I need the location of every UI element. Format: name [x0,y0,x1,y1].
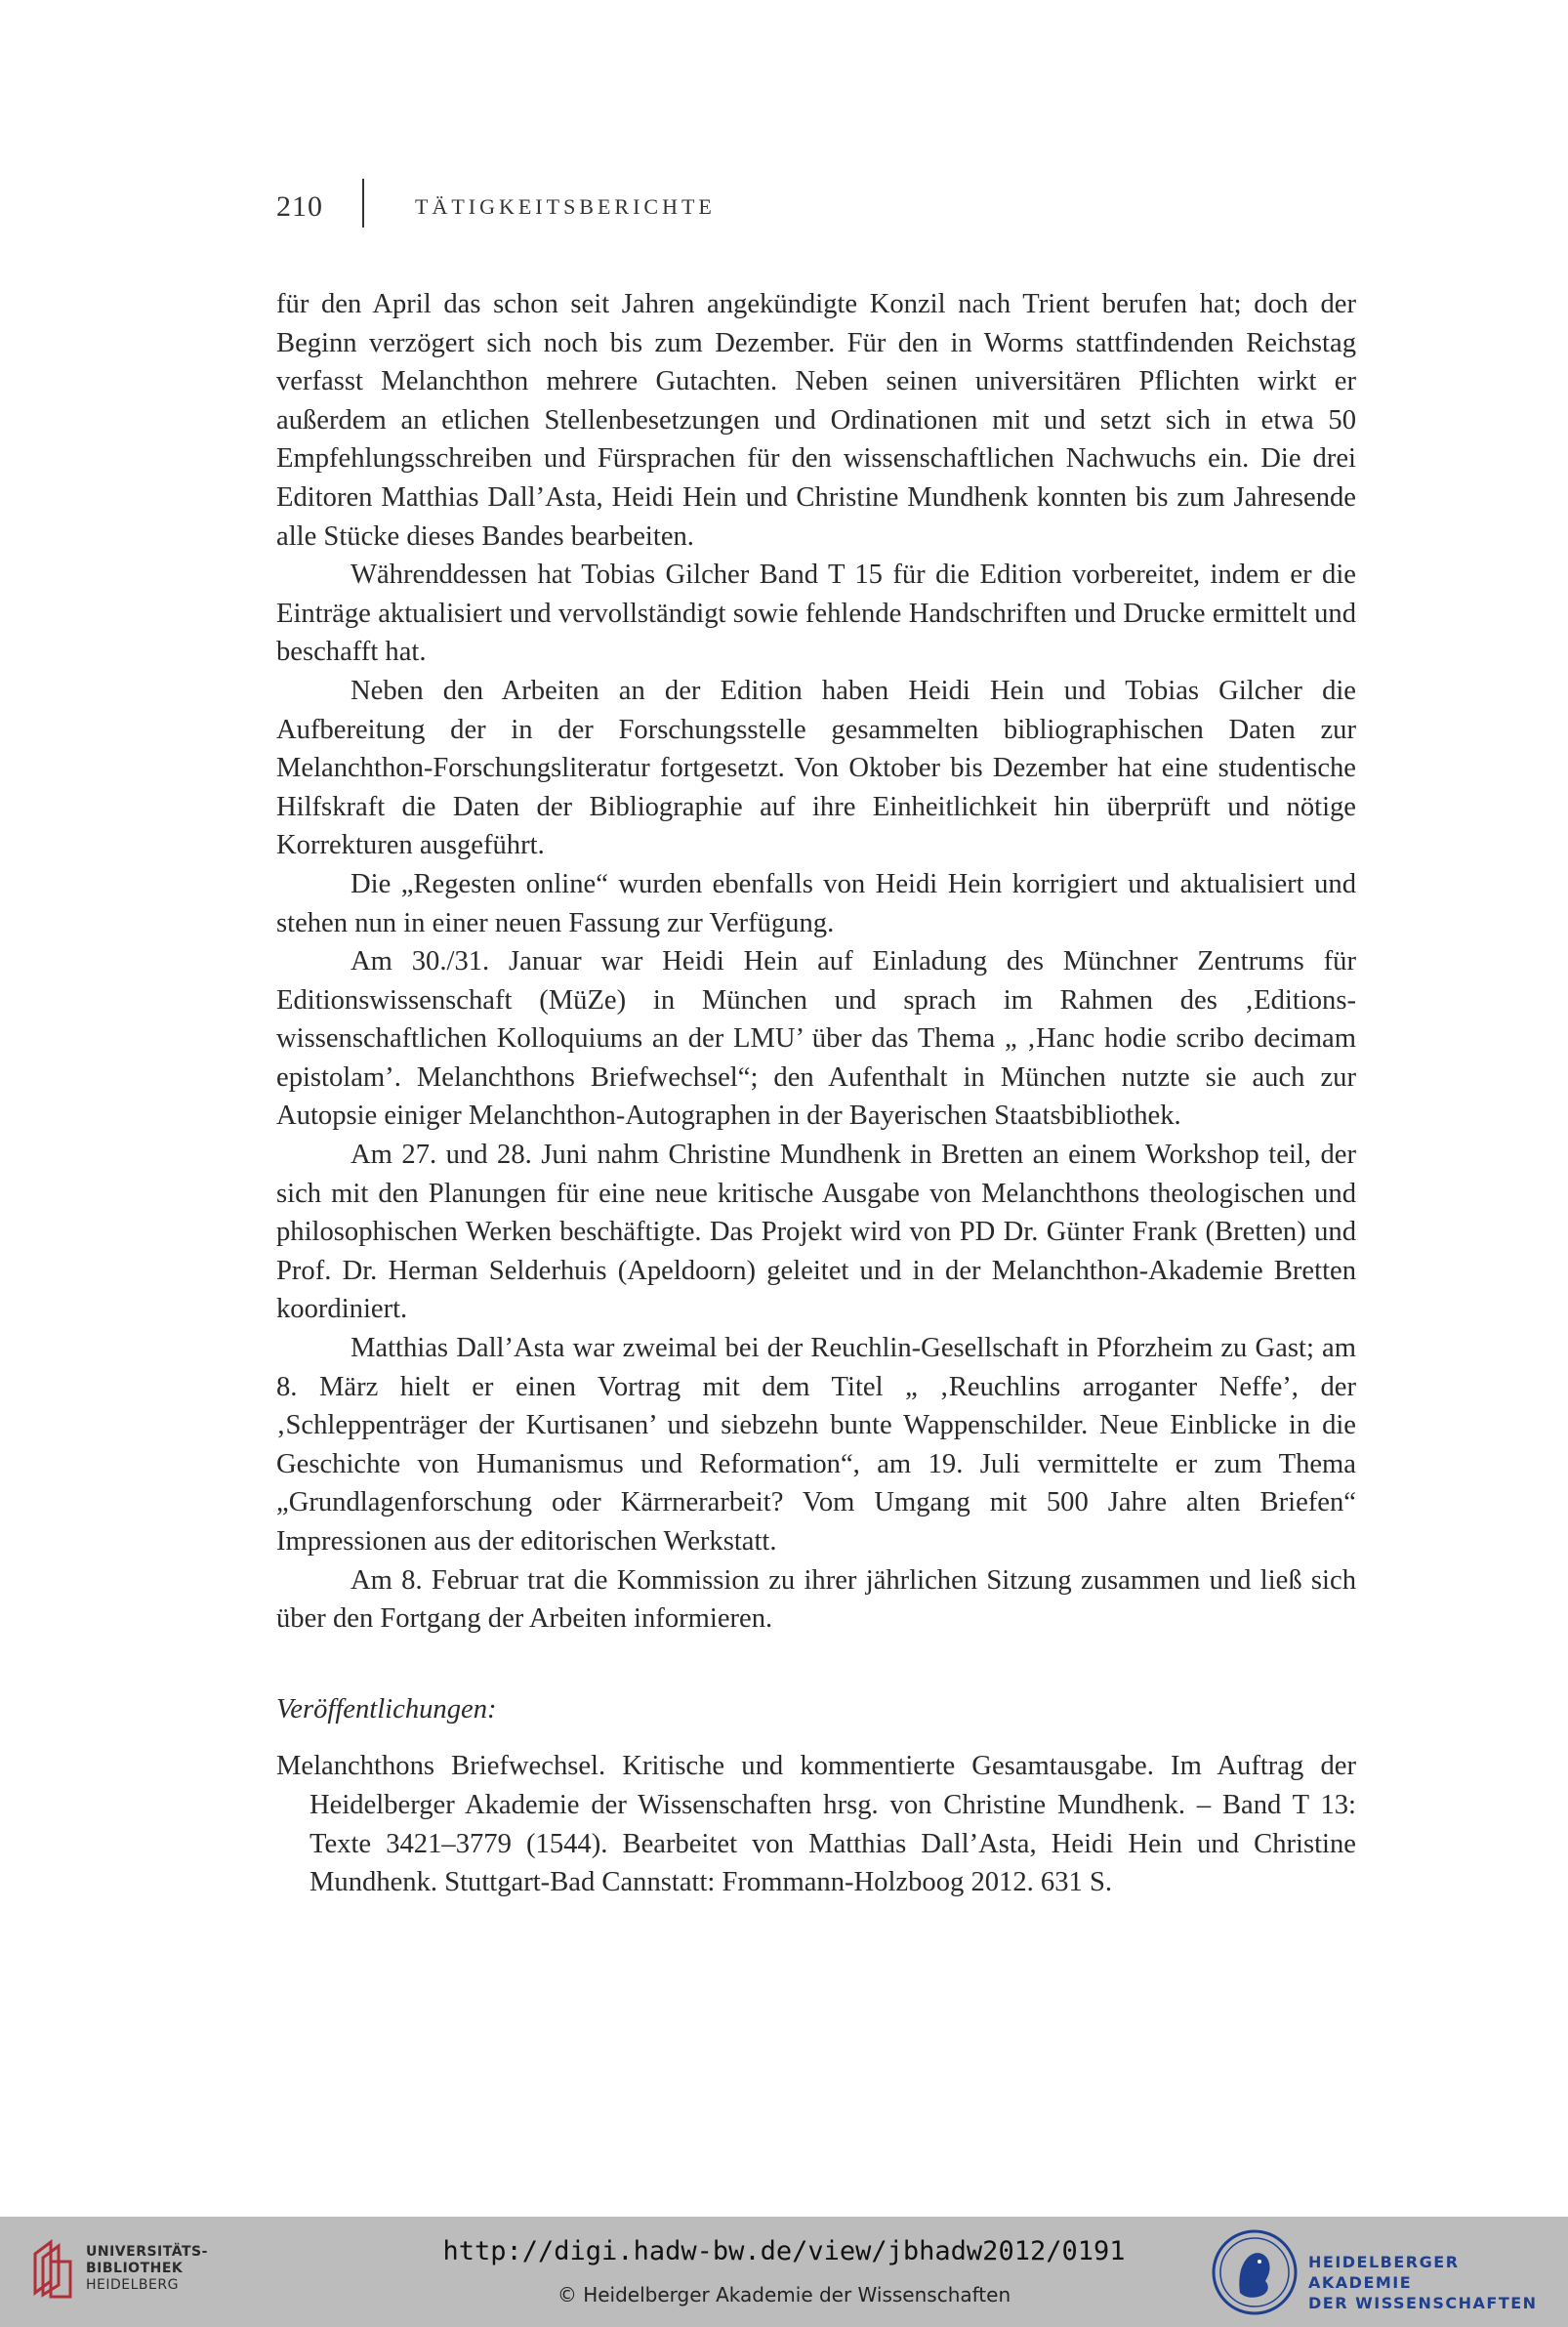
publications-heading: Veröffentlichungen: [276,1693,497,1724]
paragraph: Die „Regesten online“ wurden ebenfalls von Heidi Hein korrigiert und aktualisiert und stehen nun in einer neuen Fassung zur Verfügung. [276,868,1356,938]
paragraph: Neben den Arbeiten an der Edition haben Heidi Hein und Tobias Gilcher die Aufbereitung der in der Forschungsstelle gesammelten bibliographischen Daten zur Melanchthon-Forschungsliteratur fortgesetzt. Von Oktober bis Dezember hat eine studentische Hilfskraft die Daten der Bibliographie auf ihre Einheitlichkeit hin überprüft und nötige Korrekturen ausgeführt. [276,675,1356,861]
publication-entry: Melanchthons Briefwechsel. Kritische und kommentierte Gesamtausgabe. Im Auftrag der Heidelberger Akademie der Wissenschaften hrsg. von Christine Mundhenk. – Band T 13: Texte 3421–3779 (1544). Bearbeitet von Matthias Dall’Asta, Heidi Hein und Christine Mundhenk. Stuttgart-Bad Cannstatt: Frommann-Holzboog 2012. 631 S. [276,1751,1356,1898]
page-number: 210 [276,190,323,223]
logo-line: HEIDELBERGER AKADEMIE [1308,2253,1460,2292]
running-head [276,187,716,227]
paragraph: Am 27. und 28. Juni nahm Christine Mundhenk in Bretten an einem Workshop teil, der sich mit den Planungen für eine neue kritische Ausgabe von Melanchthons theologischen und philosophischen Werken beschäftigte. Das Projekt wird von PD Dr. Günter Frank (Bretten) und Prof. Dr. Herman Selderhuis (Apeldoorn) geleitet und in der Melanchthon-Akademie Bretten koordiniert. [276,1140,1356,1325]
section-title: TÄTIGKEITSBERICHTE [415,194,716,219]
logo-line: DER WISSENSCHAFTEN [1308,2294,1538,2312]
paragraph: für den April das schon seit Jahren angekündigte Konzil nach Trient berufen hat; doch der Beginn verzögert sich noch bis zum Dezember. Für den in Worms stattfindenden Reichstag verfasst Melanchthon mehrere Gutachten. Neben seinen universitären Pflichten wirkt er außerdem an etlichen Stellenbesetzungen und Ordinationen mit und setzt sich in etwa 50 Empfehlungsschreiben und Fürsprachen für den wissenschaftlichen Nachwuchs ein. Die drei Editoren Matthias Dall’Asta, Heidi Hein und Christine Mundhenk konnten bis zum Jahresende alle Stücke dieses Bandes bearbeiten. [276,289,1356,552]
logo-line: BIBLIOTHEK [86,2261,184,2276]
body-text [276,285,1356,1902]
logo-line: HEIDELBERG [86,2277,179,2293]
paragraph: Währenddessen hat Tobias Gilcher Band T 15 für die Edition vorbereitet, indem er die Einträge aktualisiert und vervollständigt sowie fehlende Handschriften und Drucke ermittelt und beschafft hat. [276,560,1356,668]
academy-logo-text [1308,2252,1552,2313]
header-divider [362,179,364,228]
academy-logo[interactable] [1211,2228,1552,2316]
paragraph: Am 30./31. Januar war Heidi Hein auf Einladung des Münchner Zentrums für Editionswissenschaft (MüZe) in München und sprach im Rahmen des ‚Editionswissenschaftlichen Kolloquiums an der LMU’ über das Thema „ ‚Hanc hodie scribo decimam epistolam’. Melanchthons Briefwechsel“; den Aufenthalt in München nutzte sie auch zur Autopsie einiger Melanchthon-Autographen in der Bayerischen Staatsbibliothek. [276,946,1356,1132]
logo-line: UNIVERSITÄTS- [86,2244,208,2260]
copyright-notice: © Heidelberger Akademie der Wissenschaften [557,2283,1011,2306]
viewer-footer [0,2217,1568,2327]
paragraph: Matthias Dall’Asta war zweimal bei der Reuchlin-Gesellschaft in Pforzheim zu Gast; am 8. März hielt er einen Vortrag mit dem Titel „ ‚Reuchlins arroganter Neffe’, der ‚Schleppenträger der Kurtisanen’ und siebzehn bunte Wappenschilder. Neue Einblicke in die Geschichte von Humanismus und Reformation“, am 19. Juli vermittelte er zum Thema „Grundlagenforschung oder Kärrnerarbeit? Vom Umgang mit 500 Jahre alten Briefen“ Impressionen aus der editorischen Werkstatt. [276,1333,1356,1557]
academy-seal-icon [1211,2228,1299,2316]
document-url-link[interactable]: http://digi.hadw-bw.de/view/jbhadw2012/0191 [442,2236,1126,2266]
paragraph: Am 8. Februar trat die Kommission zu ihrer jährlichen Sitzung zusammen und ließ sich über den Fortgang der Arbeiten informieren. [276,1564,1356,1635]
